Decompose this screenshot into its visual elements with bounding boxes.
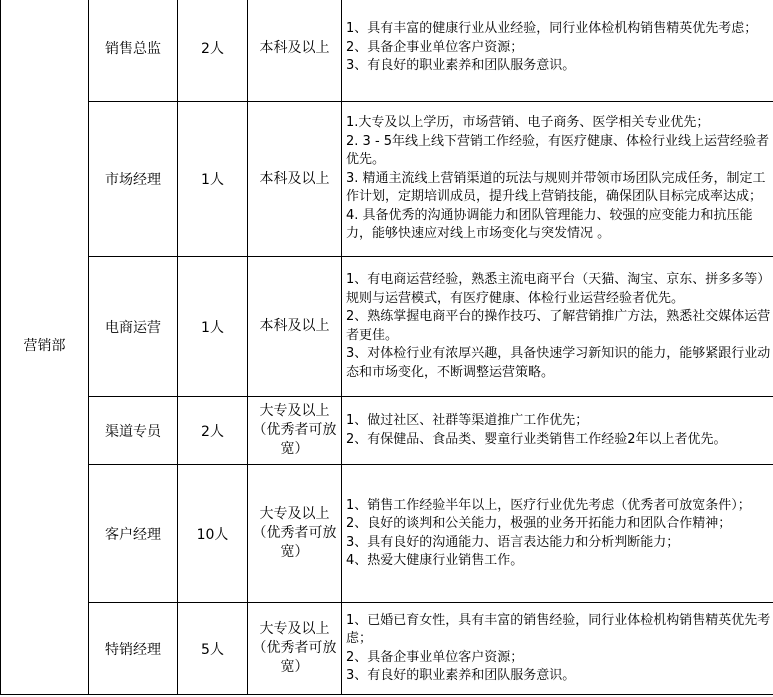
requirements-cell: 1、做过社区、社群等渠道推广工作优先； 2、有保健品、食品类、婴童行业类销售工作经验2年以上者优先。 — [342, 397, 773, 465]
education-cell: 大专及以上 （优秀者可放 宽） — [248, 397, 342, 465]
department-label: 营销部 — [23, 337, 66, 354]
requirements-cell: 1、有电商运营经验，熟悉主流电商平台（天猫、淘宝、京东、拼多多等）规则与运营模式，有医疗健康、体检行业运营经验者优先。 2、熟练掌握电商平台的操作技巧、了解营销推广方法，熟悉社交媒体运营者更佳。 3、对体检行业有浓厚兴趣，具备快速学习新知识的能力，能够紧跟行业动态和市场变化，不断调整运营策略。 — [342, 257, 773, 397]
position-cell: 客户经理 — [89, 465, 178, 603]
headcount-cell: 5人 — [178, 603, 248, 695]
position-cell: 渠道专员 — [89, 397, 178, 465]
table-row — [1, 465, 773, 603]
requirements-cell: 1、销售工作经验半年以上，医疗行业优先考虑（优秀者可放宽条件）； 2、良好的谈判和公关能力，极强的业务开拓能力和团队合作精神； 3、具有良好的沟通能力、语言表达能力和分析判断能力； 4、热爱大健康行业销售工作。 — [342, 465, 773, 603]
position-cell: 市场经理 — [89, 102, 178, 257]
table-row — [1, 397, 773, 465]
position-cell: 电商运营 — [89, 257, 178, 397]
education-cell: 本科及以上 — [248, 0, 342, 102]
department-cell — [1, 0, 89, 695]
education-cell: 大专及以上 （优秀者可放 宽） — [248, 465, 342, 603]
table-row — [1, 603, 773, 695]
education-cell: 本科及以上 — [248, 102, 342, 257]
requirements-cell: 1、已婚已育女性，具有丰富的销售经验，同行业体检机构销售精英优先考虑； 2、具备企事业单位客户资源； 3、有良好的职业素养和团队服务意识。 — [342, 603, 773, 695]
requirements-cell: 1、具有丰富的健康行业从业经验，同行业体检机构销售精英优先考虑； 2、具备企事业单位客户资源； 3、有良好的职业素养和团队服务意识。 — [342, 0, 773, 102]
requirements-cell: 1.大专及以上学历，市场营销、电子商务、医学相关专业优先； 2. 3 - 5年线上线下营销工作经验，有医疗健康、体检行业线上运营经验者优先。 3. 精通主流线上营销渠道的玩法与规则并带领市场团队完成任务，制定工作计划，定期培训成员，提升线上营销技能，确保团队目标完成率达成； 4. 具备优秀的沟通协调能力和团队管理能力、较强的应变能力和抗压能力，能够快速应对线上市场变化与突发情况 。 — [342, 102, 773, 257]
education-cell: 本科及以上 — [248, 257, 342, 397]
table-row — [1, 257, 773, 397]
education-cell: 大专及以上 （优秀者可放 宽） — [248, 603, 342, 695]
headcount-cell: 2人 — [178, 397, 248, 465]
position-cell: 特销经理 — [89, 603, 178, 695]
position-cell: 销售总监 — [89, 0, 178, 102]
headcount-cell: 1人 — [178, 102, 248, 257]
table-row — [1, 0, 773, 102]
headcount-cell: 2人 — [178, 0, 248, 102]
headcount-cell: 1人 — [178, 257, 248, 397]
headcount-cell: 10人 — [178, 465, 248, 603]
table-row — [1, 102, 773, 257]
